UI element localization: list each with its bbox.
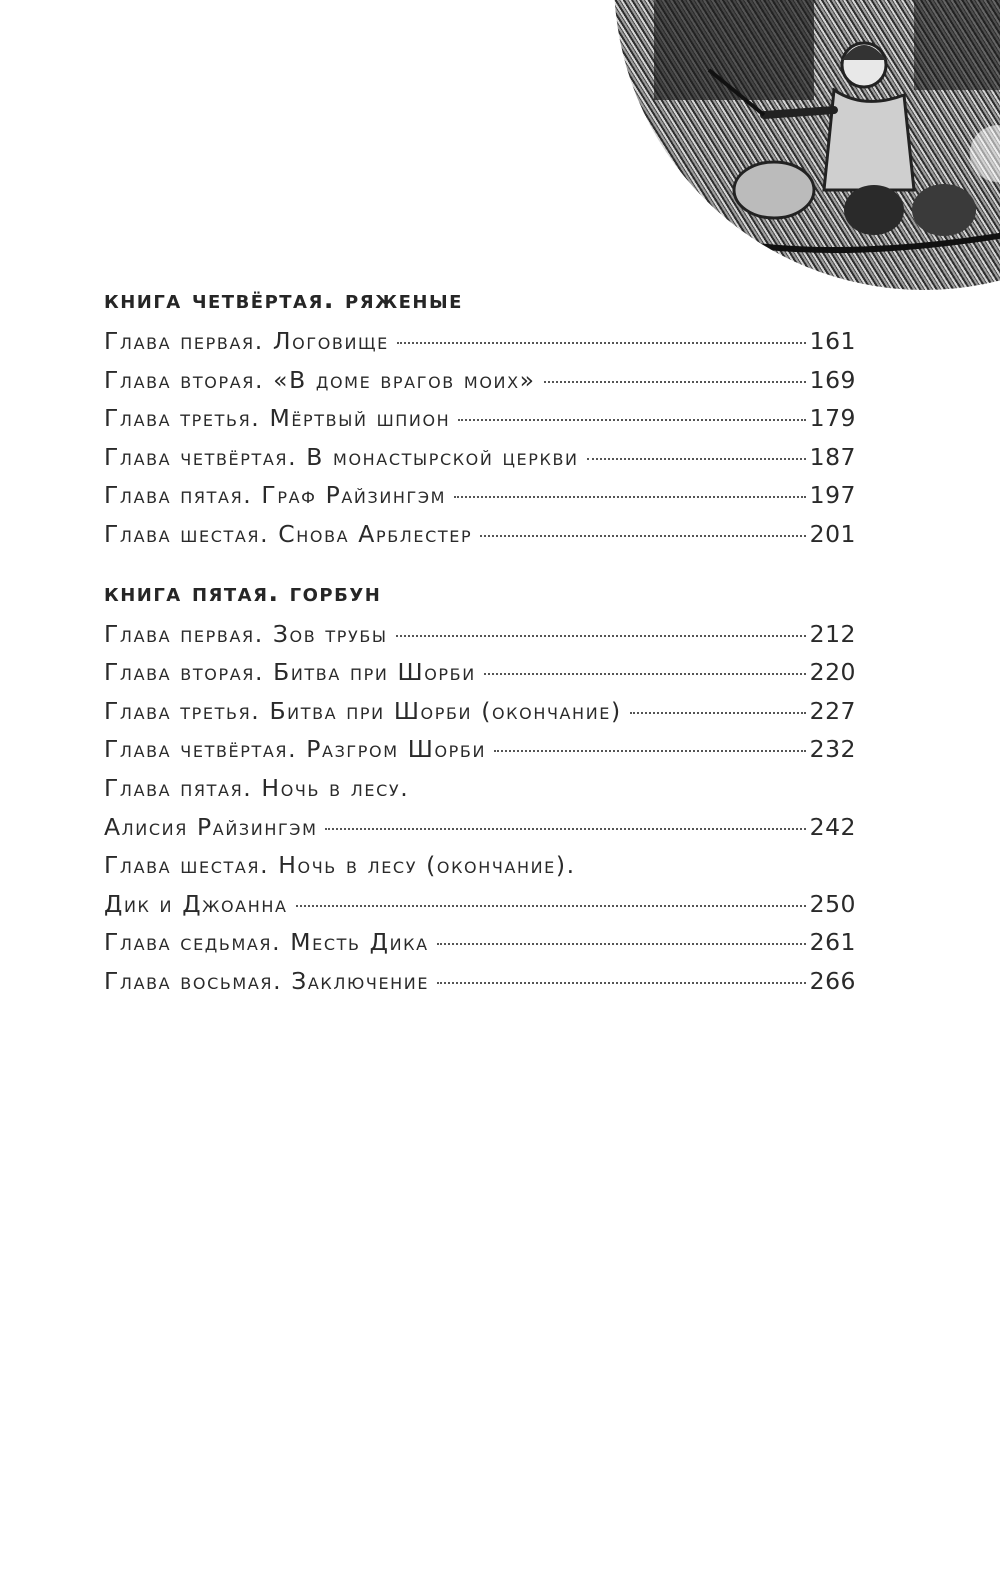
chapter-title: Глава вторая. «В доме врагов моих» bbox=[104, 365, 536, 394]
book-four-heading: книга четвёртая. ряженые bbox=[104, 285, 463, 314]
dot-leader bbox=[630, 712, 806, 714]
dot-leader bbox=[484, 673, 806, 675]
page-number: 227 bbox=[809, 696, 856, 725]
dot-leader bbox=[458, 419, 805, 421]
page-number: 250 bbox=[809, 889, 856, 918]
dot-leader bbox=[544, 381, 806, 383]
dot-leader bbox=[437, 943, 806, 945]
engraving-figures bbox=[614, 0, 1000, 290]
toc-entry bbox=[104, 885, 856, 924]
book-five-heading: книга пятая. горбун bbox=[104, 577, 382, 607]
chapter-title: Глава шестая. Ночь в лесу (окончание). bbox=[104, 851, 576, 880]
toc-entry bbox=[104, 962, 856, 1001]
page-number: 169 bbox=[809, 365, 856, 394]
toc-entry bbox=[104, 322, 856, 361]
page-number: 261 bbox=[809, 928, 856, 957]
chapter-title: Глава седьмая. Месть Дика bbox=[104, 928, 429, 957]
dot-leader bbox=[454, 496, 806, 498]
toc-entry bbox=[104, 808, 856, 847]
chapter-title: Глава шестая. Снова Арблестер bbox=[104, 519, 473, 548]
chapter-title: Дик и Джоанна bbox=[104, 889, 288, 918]
chapter-title: Глава третья. Битва при Шорби (окончание) bbox=[104, 696, 622, 725]
chapter-title: Глава четвёртая. Разгром Шорби bbox=[104, 735, 487, 764]
toc-entry bbox=[104, 692, 856, 731]
dot-leader bbox=[396, 635, 806, 637]
toc-entry bbox=[104, 361, 856, 400]
toc-entry bbox=[104, 653, 856, 692]
toc-entry bbox=[104, 769, 856, 808]
toc-entry bbox=[104, 923, 856, 962]
page-number: 220 bbox=[809, 658, 856, 687]
chapter-title: Глава вторая. Битва при Шорби bbox=[104, 658, 476, 687]
page-number: 212 bbox=[809, 619, 856, 648]
engraving-illustration bbox=[614, 0, 1000, 290]
toc-entry bbox=[104, 846, 856, 885]
page-number: 232 bbox=[809, 735, 856, 764]
dot-leader bbox=[437, 982, 806, 984]
dot-leader bbox=[480, 535, 805, 537]
toc-entry bbox=[104, 515, 856, 554]
chapter-title: Глава восьмая. Заключение bbox=[104, 966, 430, 995]
toc-entry bbox=[104, 730, 856, 769]
chapter-title: Глава первая. Логовище bbox=[104, 327, 389, 355]
dot-leader bbox=[587, 458, 806, 460]
toc-entry bbox=[104, 615, 856, 654]
dot-leader bbox=[494, 750, 806, 752]
chapter-title: Глава четвёртая. В монастырской церкви bbox=[104, 442, 579, 471]
table-of-contents bbox=[104, 278, 856, 1001]
chapter-title: Глава третья. Мёртвый шпион bbox=[104, 404, 451, 433]
toc-entry bbox=[104, 399, 856, 438]
page-number: 197 bbox=[809, 481, 856, 510]
page-number: 201 bbox=[809, 519, 856, 548]
page-number: 187 bbox=[809, 442, 856, 471]
page-number: 161 bbox=[809, 327, 856, 355]
toc-entry bbox=[104, 476, 856, 515]
page-number: 242 bbox=[809, 812, 856, 841]
page-number: 179 bbox=[809, 404, 856, 433]
dot-leader bbox=[296, 905, 806, 907]
dot-leader bbox=[325, 828, 805, 830]
chapter-title: Глава пятая. Граф Райзингэм bbox=[104, 481, 447, 510]
chapter-title: Алисия Райзингэм bbox=[104, 812, 318, 841]
chapter-title: Глава первая. Зов трубы bbox=[104, 619, 388, 648]
chapter-title: Глава пятая. Ночь в лесу. bbox=[104, 773, 410, 802]
dot-leader bbox=[397, 342, 806, 344]
toc-entry bbox=[104, 438, 856, 477]
page-number: 266 bbox=[809, 966, 856, 995]
